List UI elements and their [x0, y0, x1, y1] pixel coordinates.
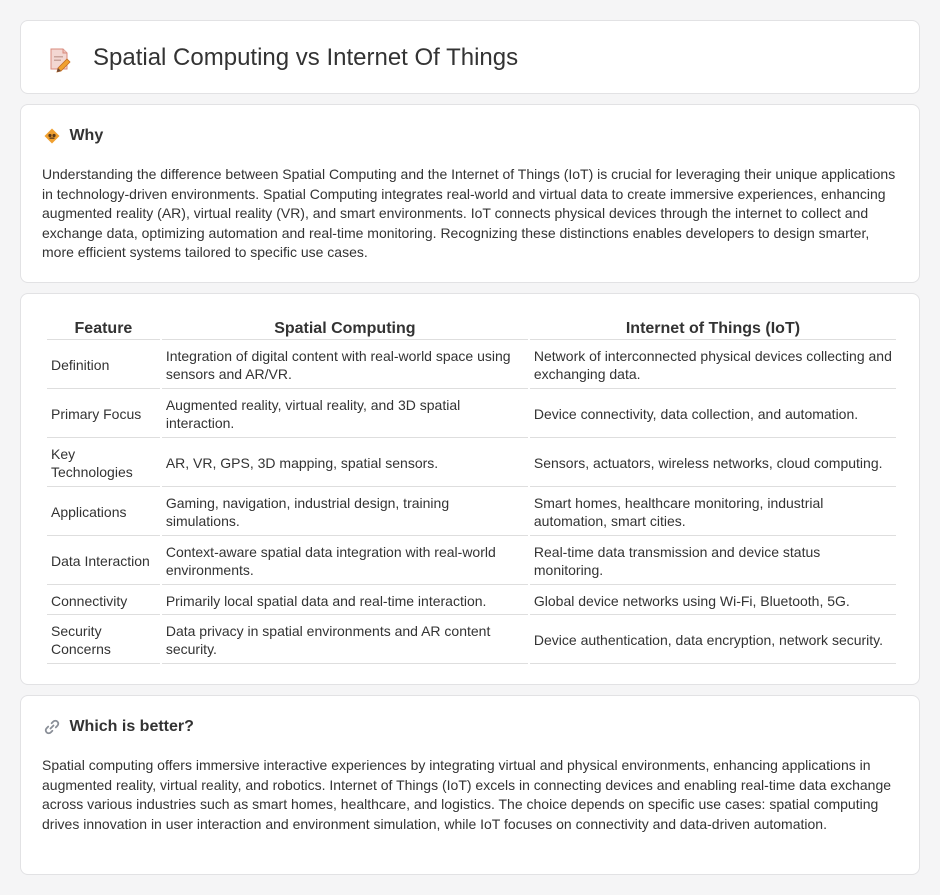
- table-row: [47, 617, 896, 664]
- feature-cell: Applications: [47, 489, 160, 536]
- iot-cell: Global device networks using Wi-Fi, Bluetooth, 5G.: [530, 587, 896, 615]
- why-section: [20, 104, 920, 283]
- better-heading: [43, 718, 194, 740]
- spatial-cell: Integration of digital content with real-world space using sensors and AR/VR.: [162, 342, 528, 389]
- iot-cell: Network of interconnected physical devices collecting and exchanging data.: [530, 342, 896, 389]
- feature-cell: Connectivity: [47, 587, 160, 615]
- column-header-spatial: Spatial Computing: [162, 317, 528, 340]
- why-title: Why: [69, 127, 104, 144]
- comparison-section: [20, 293, 920, 685]
- feature-cell: Primary Focus: [47, 391, 160, 438]
- lightbulb-icon: [43, 127, 61, 145]
- comparison-table: [45, 315, 898, 666]
- spatial-cell: Augmented reality, virtual reality, and 3D spatial interaction.: [162, 391, 528, 438]
- iot-cell: Device connectivity, data collection, and automation.: [530, 391, 896, 438]
- title-card: [20, 20, 920, 94]
- feature-cell: Definition: [47, 342, 160, 389]
- feature-cell: Data Interaction: [47, 538, 160, 585]
- better-title: Which is better?: [69, 718, 194, 735]
- table-row: [47, 342, 896, 389]
- better-body: Spatial computing offers immersive interactive experiences by integrating virtual and physical environments, enhancing applications in augmented reality, virtual reality, and robotics. Internet of Things (IoT) excels in connecting devices and enabling real-time data exchange across various industries such as smart homes, healthcare, and logistics. The choice depends on specific use cases: spatial computing drives innovation in user interaction and environment simulation, while IoT focuses on connectivity and data-driven automation.: [42, 757, 892, 832]
- page-title: Spatial Computing vs Internet Of Things: [93, 44, 519, 71]
- spatial-cell: Data privacy in spatial environments and AR content security.: [162, 617, 528, 664]
- spatial-cell: Gaming, navigation, industrial design, training simulations.: [162, 489, 528, 536]
- table-row: [47, 391, 896, 438]
- why-body: Understanding the difference between Spatial Computing and the Internet of Things (IoT) is crucial for leveraging their unique applications in technology-driven environments. Spatial Computing integrates real-world and virtual data to create immersive experiences, enhancing augmented reality (AR), virtual reality (VR), and smart environments. IoT connects physical devices through the internet to collect and exchange data, optimizing automation and real-time monitoring. Recognizing these distinctions enables developers to design smarter, more efficient systems tailored to specific use cases.: [42, 166, 896, 261]
- which-is-better-section: [20, 695, 920, 875]
- column-header-iot: Internet of Things (IoT): [530, 317, 896, 340]
- column-header-feature: Feature: [47, 317, 160, 340]
- table-row: [47, 538, 896, 585]
- why-heading: [43, 127, 103, 149]
- document-edit-icon: [45, 45, 73, 73]
- spatial-cell: AR, VR, GPS, 3D mapping, spatial sensors.: [162, 440, 528, 487]
- table-row: [47, 489, 896, 536]
- iot-cell: Real-time data transmission and device status monitoring.: [530, 538, 896, 585]
- iot-cell: Sensors, actuators, wireless networks, cloud computing.: [530, 440, 896, 487]
- link-icon: [43, 718, 61, 736]
- table-header-row: [47, 317, 896, 340]
- spatial-cell: Primarily local spatial data and real-time interaction.: [162, 587, 528, 615]
- table-row: [47, 587, 896, 615]
- feature-cell: Key Technologies: [47, 440, 160, 487]
- feature-cell: Security Concerns: [47, 617, 160, 664]
- iot-cell: Device authentication, data encryption, network security.: [530, 617, 896, 664]
- spatial-cell: Context-aware spatial data integration with real-world environments.: [162, 538, 528, 585]
- table-row: [47, 440, 896, 487]
- iot-cell: Smart homes, healthcare monitoring, industrial automation, smart cities.: [530, 489, 896, 536]
